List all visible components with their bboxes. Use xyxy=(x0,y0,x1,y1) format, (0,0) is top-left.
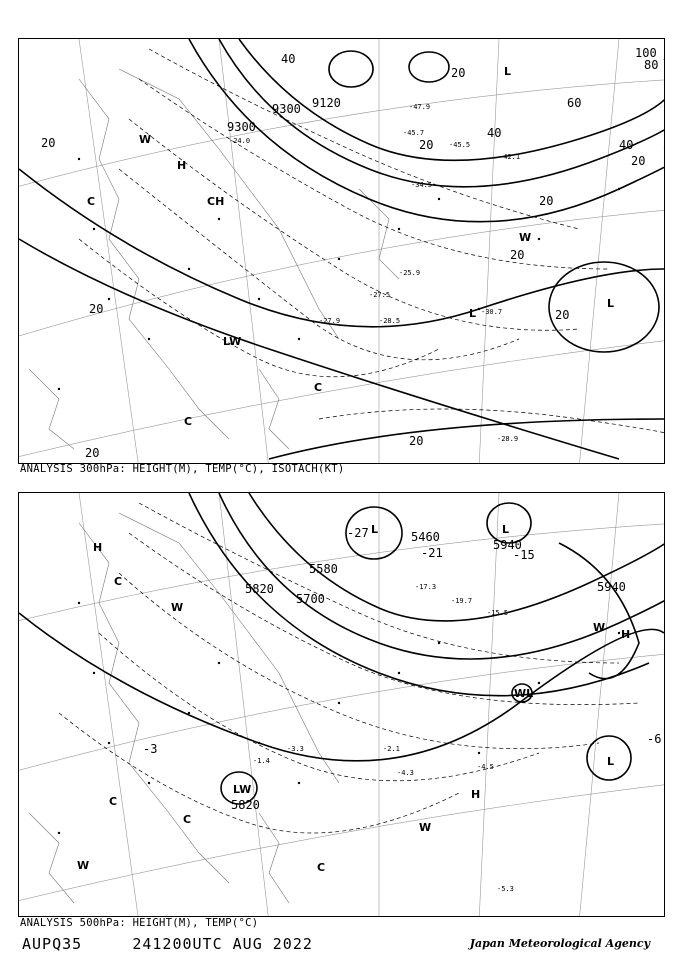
region-marker: C xyxy=(317,861,326,874)
region-marker: W xyxy=(77,859,90,872)
coastlines xyxy=(29,69,399,449)
temperature-value: -25.9 xyxy=(399,269,421,277)
station-plots xyxy=(58,602,620,834)
contour-label: 5820 xyxy=(245,582,274,596)
region-marker: C xyxy=(183,813,192,826)
agency-name: Japan Meteorological Agency xyxy=(469,937,650,950)
contour-label: 5460 xyxy=(411,530,440,544)
pressure-center-marker: WL xyxy=(514,687,534,700)
temperature-value: -6 xyxy=(647,732,662,746)
pressure-center-marker: L xyxy=(469,307,477,320)
region-marker: W xyxy=(419,821,432,834)
contour-label: 20 xyxy=(85,446,100,460)
contour-label: 20 xyxy=(41,136,56,150)
pressure-center-marker: L xyxy=(504,65,512,78)
temperature-value: -4.3 xyxy=(397,769,414,777)
isotherms xyxy=(59,503,639,833)
contour-label: 100 xyxy=(635,46,657,60)
region-marker: C xyxy=(114,575,123,588)
map-500hpa xyxy=(19,493,664,916)
chart-300hpa xyxy=(18,38,665,464)
contour-label: 60 xyxy=(567,96,582,110)
temperature-value: -24.0 xyxy=(229,137,251,145)
product-code xyxy=(22,935,313,953)
contour-label: 20 xyxy=(631,154,646,168)
temperature-value: -17.3 xyxy=(415,583,437,591)
contour-label: 9300 xyxy=(227,120,256,134)
temperature-value: -3 xyxy=(143,742,158,756)
contour-label: 5940 xyxy=(597,580,626,594)
contour-label: 20 xyxy=(555,308,570,322)
region-marker: C xyxy=(109,795,118,808)
temperature-value: -1.4 xyxy=(253,757,270,765)
temperature-value: -2.1 xyxy=(383,745,400,753)
pressure-center-marker: L xyxy=(502,523,510,536)
region-marker: W xyxy=(171,601,184,614)
pressure-center-marker: CH xyxy=(207,195,225,208)
temperature-value: -3.3 xyxy=(287,745,304,753)
contour-label: 20 xyxy=(510,248,525,262)
temperature-value: -27.9 xyxy=(319,317,341,325)
station-plots xyxy=(58,158,620,390)
temperature-value: -21 xyxy=(421,546,443,560)
temperature-value: -4.5 xyxy=(477,763,494,771)
temperature-value: -28.9 xyxy=(497,435,519,443)
temperature-value: -45.7 xyxy=(403,129,425,137)
chart-500hpa xyxy=(18,492,665,917)
contour-label: 5820 xyxy=(231,798,260,812)
region-marker: W xyxy=(139,133,152,146)
temperature-value: -34.5 xyxy=(411,181,433,189)
region-marker: W xyxy=(593,621,606,634)
panel-caption-300hpa: ANALYSIS 300hPa: HEIGHT(M), TEMP(°C), ISOTACH(KT) xyxy=(20,463,345,475)
pressure-center-marker: W xyxy=(519,231,532,244)
contour-label: 5700 xyxy=(296,592,325,606)
pressure-center-marker: H xyxy=(93,541,103,554)
panel-caption-500hpa: ANALYSIS 500hPa: HEIGHT(M), TEMP(°C) xyxy=(20,917,259,929)
temperature-value: -47.9 xyxy=(409,103,431,111)
contour-label: 20 xyxy=(451,66,466,80)
pressure-center-marker: L xyxy=(371,523,379,536)
temperature-value: -5.3 xyxy=(497,885,514,893)
temperature-value: -15 xyxy=(513,548,535,562)
contour-label: 5940 xyxy=(493,538,522,552)
contour-label: 80 xyxy=(644,58,659,72)
region-marker: C xyxy=(184,415,193,428)
map-300hpa xyxy=(19,39,664,463)
valid-time: 241200UTC AUG 2022 xyxy=(132,935,313,953)
region-marker: C xyxy=(87,195,96,208)
region-marker: C xyxy=(314,381,323,394)
pressure-center-marker: H xyxy=(471,788,481,801)
temperature-value: -27.5 xyxy=(369,291,391,299)
contour-label: 9120 xyxy=(312,96,341,110)
temperature-value: -15.5 xyxy=(487,609,509,617)
pressure-center-marker: LW xyxy=(223,335,242,348)
contour-label: 40 xyxy=(281,52,296,66)
contour-label: 40 xyxy=(487,126,502,140)
coastlines xyxy=(29,513,339,903)
temperature-value: -28.5 xyxy=(379,317,401,325)
contour-label: 40 xyxy=(619,138,634,152)
temperature-value: -27 xyxy=(347,526,369,540)
pressure-center-marker: H xyxy=(621,628,631,641)
pressure-center-marker: LW xyxy=(233,783,252,796)
pressure-center-marker: L xyxy=(607,755,615,768)
temperature-value: -30.7 xyxy=(481,308,503,316)
temperature-value: -19.7 xyxy=(451,597,473,605)
contour-label: 20 xyxy=(419,138,434,152)
contour-label: 20 xyxy=(89,302,104,316)
contour-label: 20 xyxy=(539,194,554,208)
temperature-value: -45.5 xyxy=(449,141,471,149)
contour-label: 5580 xyxy=(309,562,338,576)
contour-label: 9300 xyxy=(272,102,301,116)
product-id: AUPQ35 xyxy=(22,935,83,953)
temperature-value: -42.1 xyxy=(499,153,521,161)
pressure-center-marker: H xyxy=(177,159,187,172)
contour-label: 20 xyxy=(409,434,424,448)
pressure-center-marker: L xyxy=(607,297,615,310)
